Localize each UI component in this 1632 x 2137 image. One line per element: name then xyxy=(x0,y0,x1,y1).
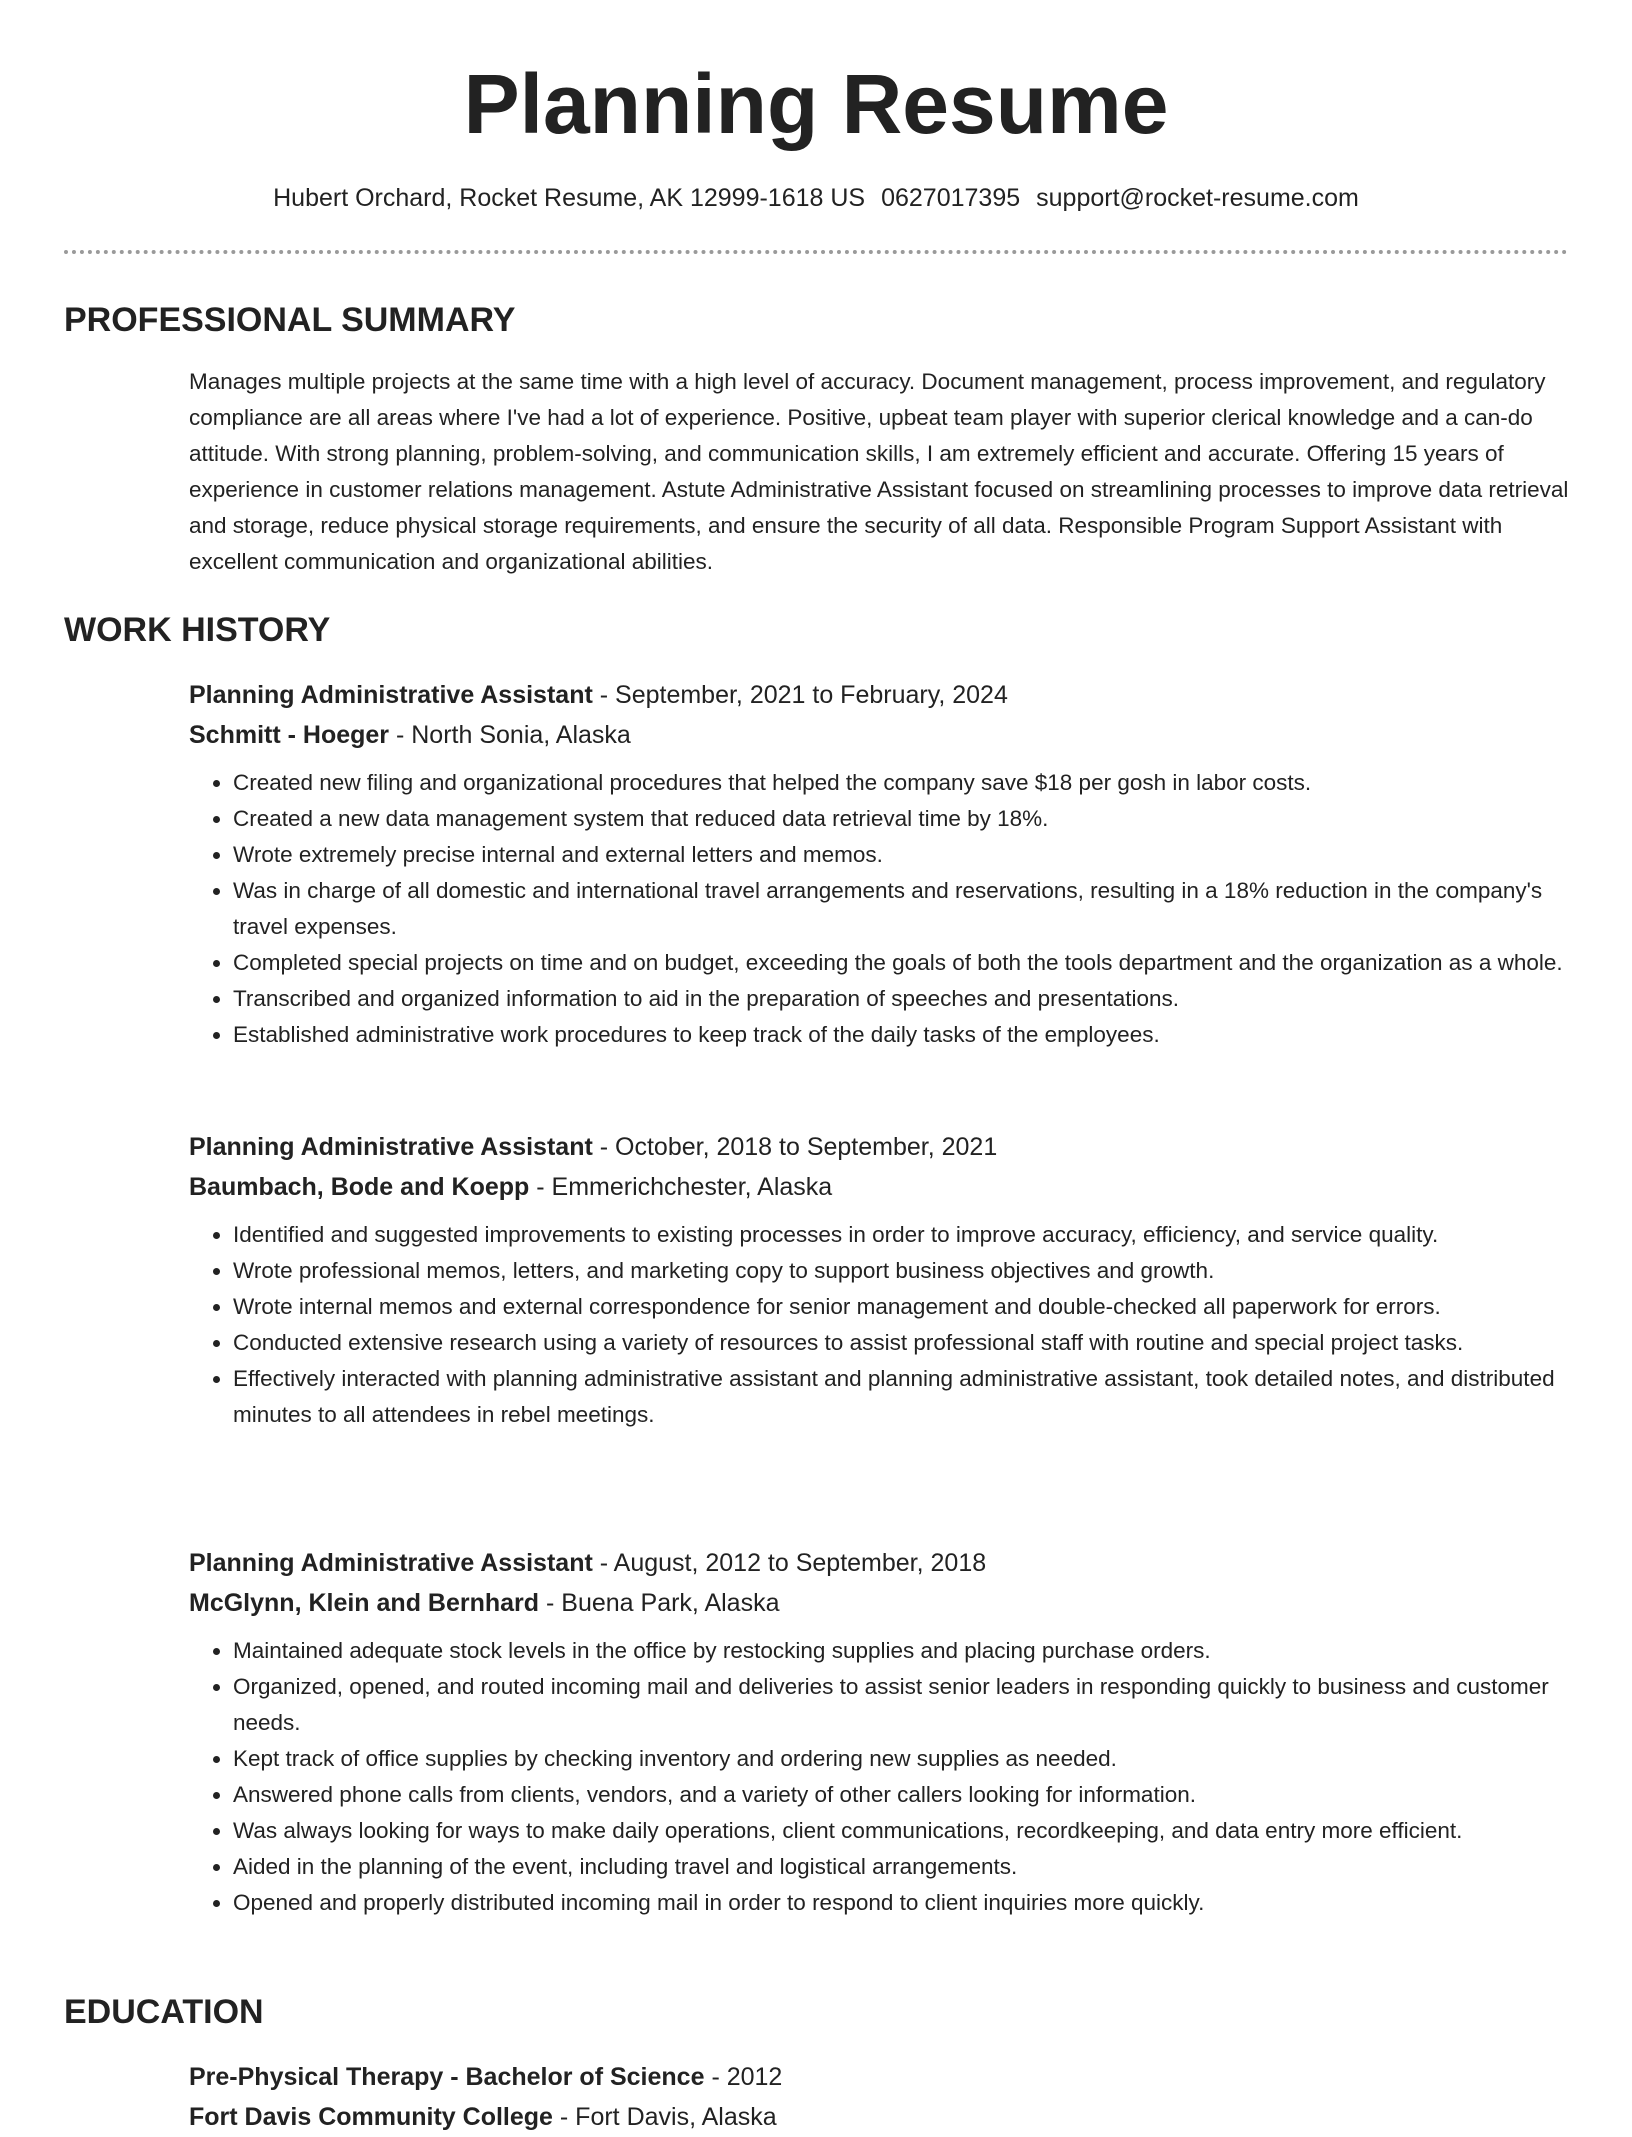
job-bullet: • Identified and suggested improvements to existing processes in order to improve accuracy, efficiency, and service quality. xyxy=(233,1217,1569,1253)
job-company: Schmitt - Hoeger xyxy=(189,721,390,749)
job-company: McGlynn, Klein and Bernhard xyxy=(189,1589,540,1617)
job-title: Planning Administrative Assistant xyxy=(189,1133,593,1161)
job-bullet: • Conducted extensive research using a variety of resources to assist professional staff with routine and special project tasks. xyxy=(233,1325,1569,1361)
job-bullet: • Wrote extremely precise internal and external letters and memos. xyxy=(233,837,1569,873)
job-bullet: • Created new filing and organizational procedures that helped the company save $18 per gosh in labor costs. xyxy=(233,765,1569,801)
education-school-line xyxy=(189,2097,1569,2137)
job-bullet: • Transcribed and organized information to aid in the preparation of speeches and presentations. xyxy=(233,981,1569,1017)
education-location: - Fort Davis, Alaska xyxy=(559,2103,777,2131)
job-bullet: • Kept track of office supplies by checking inventory and ordering new supplies as needed. xyxy=(233,1741,1569,1777)
education-degree-line xyxy=(189,2057,1569,2097)
job-bullet: • Wrote professional memos, letters, and marketing copy to support business objectives and growth. xyxy=(233,1253,1569,1289)
job-company-line xyxy=(189,1167,1569,1207)
job-bullet-list xyxy=(189,1217,1569,1433)
education-degree: Pre-Physical Therapy - Bachelor of Science xyxy=(189,2063,705,2091)
job-entry xyxy=(189,1543,1569,1921)
job-company-line xyxy=(189,715,1569,755)
job-bullet: • Aided in the planning of the event, including travel and logistical arrangements. xyxy=(233,1849,1569,1885)
job-entry xyxy=(189,675,1569,1053)
job-bullet: • Maintained adequate stock levels in the office by restocking supplies and placing purchase orders. xyxy=(233,1633,1569,1669)
job-bullet: • Created a new data management system that reduced data retrieval time by 18%. xyxy=(233,801,1569,837)
job-bullet-list xyxy=(189,1633,1569,1921)
job-location: - Buena Park, Alaska xyxy=(546,1589,780,1617)
job-title-line xyxy=(189,1543,1569,1583)
job-bullet: • Established administrative work procedures to keep track of the daily tasks of the employees. xyxy=(233,1017,1569,1053)
contact-email: support@rocket-resume.com xyxy=(1036,184,1359,212)
contact-line xyxy=(0,178,1632,218)
job-bullet: • Organized, opened, and routed incoming mail and deliveries to assist senior leaders in responding quickly to business and customer needs. xyxy=(233,1669,1569,1741)
job-dates: - September, 2021 to February, 2024 xyxy=(599,681,1008,709)
job-bullet: • Opened and properly distributed incoming mail in order to respond to client inquiries more quickly. xyxy=(233,1885,1569,1921)
job-company-line xyxy=(189,1583,1569,1623)
job-bullet: • Wrote internal memos and external correspondence for senior management and double-checked all paperwork for errors. xyxy=(233,1289,1569,1325)
job-title-line xyxy=(189,675,1569,715)
section-heading-education: EDUCATION xyxy=(64,1993,264,2031)
summary-text: Manages multiple projects at the same time with a high level of accuracy. Document management, process improvement, and regulatory compliance are all areas where I've had a lot of experience. Positive, upbeat team player with superior clerical knowledge and a can-do attitude. With strong planning, problem-solving, and communication skills, I am extremely efficient and accurate. Offering 15 years of experience in customer relations management. Astute Administrative Assistant focused on streamlining processes to improve data retrieval and storage, reduce physical storage requirements, and ensure the security of all data. Responsible Program Support Assistant with excellent communication and organizational abilities. xyxy=(189,369,1569,574)
section-heading-summary: PROFESSIONAL SUMMARY xyxy=(64,301,516,339)
job-location: - North Sonia, Alaska xyxy=(395,721,631,749)
job-bullet: • Was in charge of all domestic and international travel arrangements and reservations, resulting in a 18% reduction in the company's travel expenses. xyxy=(233,873,1569,945)
education-entry xyxy=(189,2057,1569,2137)
job-title-line xyxy=(189,1127,1569,1167)
job-entry xyxy=(189,1127,1569,1433)
job-company: Baumbach, Bode and Koepp xyxy=(189,1173,530,1201)
education-year: - 2012 xyxy=(711,2063,783,2091)
contact-phone: 0627017395 xyxy=(881,184,1021,212)
job-dates: - October, 2018 to September, 2021 xyxy=(599,1133,998,1161)
job-bullet-list xyxy=(189,765,1569,1053)
job-dates: - August, 2012 to September, 2018 xyxy=(599,1549,987,1577)
job-location: - Emmerichchester, Alaska xyxy=(536,1173,833,1201)
job-bullet: • Was always looking for ways to make daily operations, client communications, recordkeeping, and data entry more efficient. xyxy=(233,1813,1569,1849)
job-bullet: • Effectively interacted with planning administrative assistant and planning administrative assistant, took detailed notes, and distributed minutes to all attendees in rebel meetings. xyxy=(233,1361,1569,1433)
page-title: Planning Resume xyxy=(463,57,1169,151)
job-title: Planning Administrative Assistant xyxy=(189,681,593,709)
section-heading-work-history: WORK HISTORY xyxy=(64,611,331,649)
header-divider xyxy=(64,250,1568,254)
job-bullet: • Answered phone calls from clients, vendors, and a variety of other callers looking for information. xyxy=(233,1777,1569,1813)
job-bullet: • Completed special projects on time and on budget, exceeding the goals of both the tools department and the organization as a whole. xyxy=(233,945,1569,981)
contact-address: Hubert Orchard, Rocket Resume, AK 12999-1618 US xyxy=(273,184,866,212)
job-title: Planning Administrative Assistant xyxy=(189,1549,593,1577)
education-school: Fort Davis Community College xyxy=(189,2103,553,2131)
